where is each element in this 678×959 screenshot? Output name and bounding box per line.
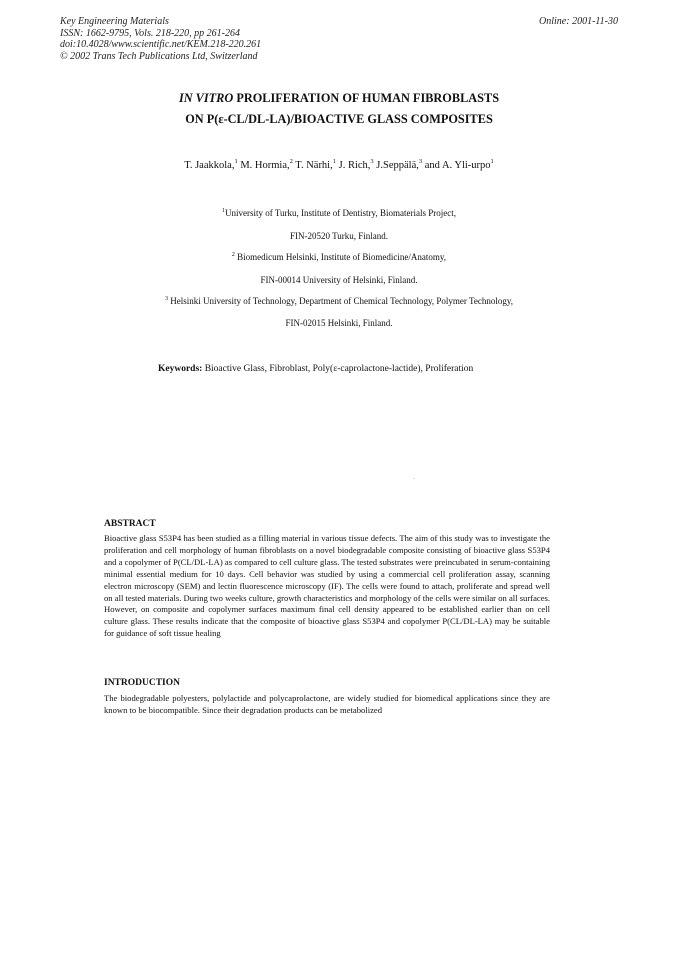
doi-line: doi:10.4028/www.scientific.net/KEM.218-220.261 (60, 39, 262, 50)
affiliation-1-line-2: FIN-20520 Turku, Finland. (289, 231, 388, 241)
journal-name: Key Engineering Materials (60, 16, 169, 27)
affiliation-2-line-1: $^2$ Biomedicum Helsinki, Institute of Biomedicine/Anatomy, (231, 252, 447, 262)
online-date: Online: 2001-11-30 (539, 16, 618, 27)
introduction-heading: INTRODUCTION (104, 678, 181, 688)
title-line-1 (0, 88, 678, 109)
abstract-text: Bioactive glass S53P4 has been studied as a filling material in various tissue defects. The aim of this study was to investigate the proliferation and cell morphology of human fibroblasts on a novel biodegradable composite consisting of bioactive glass S53P4 and a copolymer of P(CL/DL-LA) as compared to cell culture glass. The tested substrates were preincubated in serum-containing minimal essential medium for 10 days. Cell behavior was studied by using a commercial cell proliferation assay, scanning electron microscopy (SEM) and lectin fluorescence microscopy (IF). The cells were found to attach, proliferate and spread well on all tested materials. During two weeks culture, growth characteristics and morphology of the cells were similar on all surfaces. However, on composite and copolymer surfaces maximum final cell density appeared to be established earlier than on cell culture glass. These results indicate that the composite of bioactive glass S53P4 and copolymer P(CL/DL-LA) may be suitable for guidance of soft tissue healing (104, 533, 550, 639)
author: J.Seppälä,$^3$ (373, 158, 423, 171)
affiliation-2-line-2: FIN-00014 University of Helsinki, Finland. (260, 275, 418, 285)
author: T. Jaakkola,$^1$ (184, 158, 238, 171)
author: J. Rich,$^3$ (335, 158, 374, 171)
title-line-1-rest: PROLIFERATION OF HUMAN FIBROBLASTS (233, 91, 500, 105)
introduction-text: The biodegradable polyesters, polylactide and polycaprolactone, are widely studied for biomedical applications since they are known to be biocompatible. Since their degradation products can be metabolized (104, 693, 550, 715)
copyright-line: © 2002 Trans Tech Publications Ltd, Switzerland (60, 50, 258, 62)
scan-speck (413, 478, 415, 479)
affiliation-3-line-2: FIN-02015 Helsinki, Finland. (285, 318, 393, 328)
affiliation-3-line-1: $^3$ Helsinki University of Technology, Department of Chemical Technology, Polymer Technology, (164, 296, 514, 306)
title-line-2: ON P(ε-CL/DL-LA)/BIOACTIVE GLASS COMPOSITES (185, 112, 493, 126)
author-list (0, 158, 678, 171)
author: T. Närhi,$^1$ (292, 158, 336, 171)
author: M. Hormia,$^2$ (237, 158, 293, 171)
abstract-heading: ABSTRACT (104, 519, 156, 529)
journal-header (60, 16, 618, 62)
keywords-label: Keywords: (158, 364, 203, 374)
keywords (158, 364, 473, 374)
affiliation-1-line-1: $^1$University of Turku, Institute of Dentistry, Biomaterials Project, (222, 208, 456, 218)
author: and A. Yli-urpo$^1$ (422, 158, 494, 171)
issn-line: ISSN: 1662-9795, Vols. 218-220, pp 261-264 (60, 27, 240, 39)
title-italic: IN VITRO (178, 91, 234, 105)
keywords-text: Bioactive Glass, Fibroblast, Poly(ε-caprolactone-lactide), Proliferation (202, 364, 474, 374)
paper-title (0, 88, 678, 130)
